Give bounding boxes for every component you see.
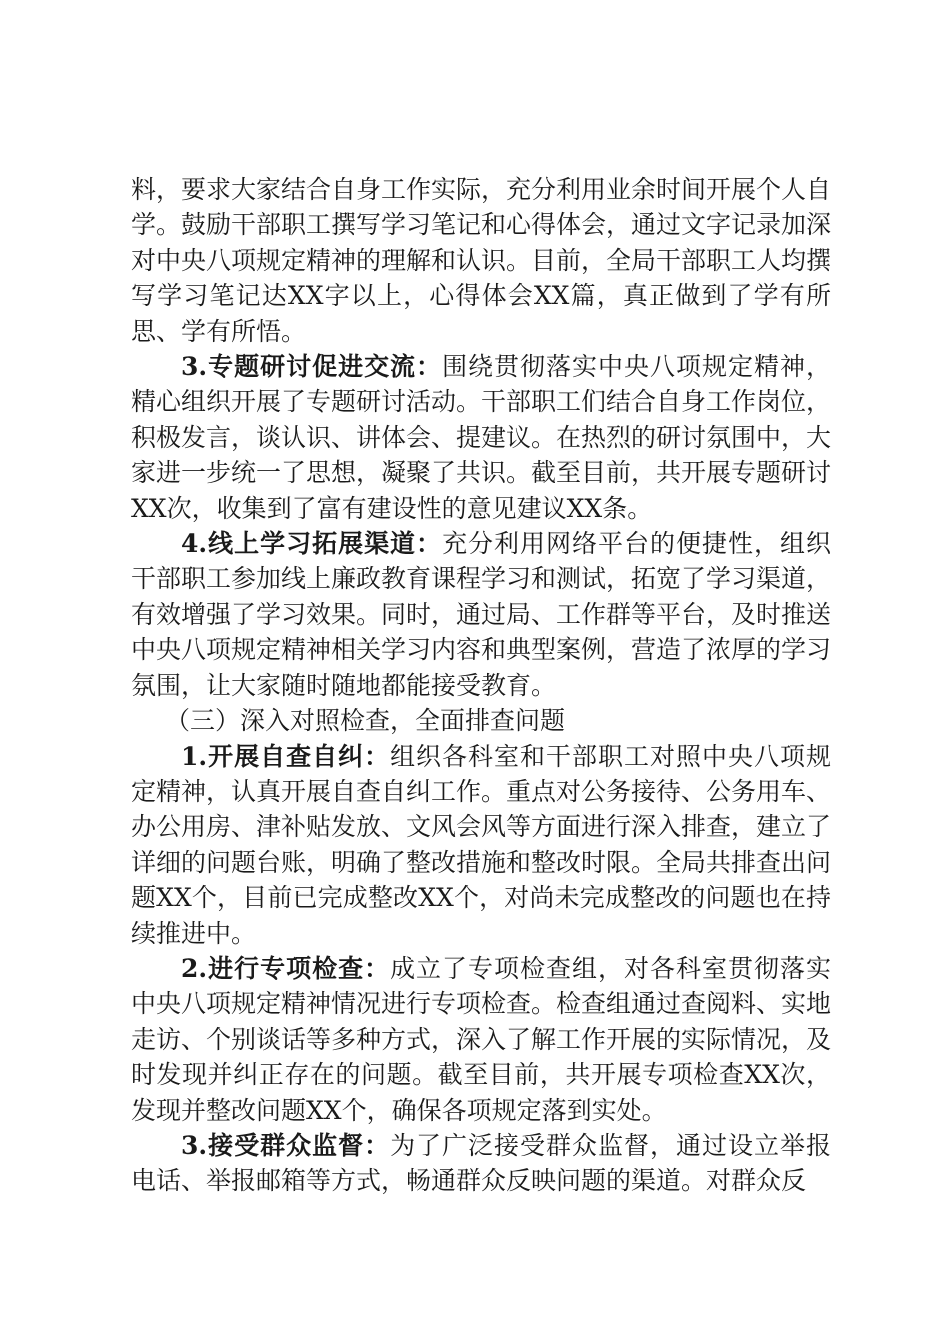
- section-heading: [131, 703, 831, 738]
- paragraph-special-inspection: [131, 951, 831, 1128]
- paragraph-text: 围绕贯彻落实中央八项规定精神，精心组织开展了专题研讨活动。干部职工们结合自身工作岗位，积极发言，谈认识、讲体会、提建议。在热烈的研讨氛围中，大家进一步统一了思想，凝聚了共识。截至目前，共开展专题研讨XX次，收集到了富有建设性的意见建议XX条。: [131, 352, 832, 523]
- paragraph-text: 为了广泛接受群众监督，通过设立举报电话、举报邮箱等方式，畅通群众反映问题的渠道。对群众反: [131, 1130, 831, 1196]
- document-body: [131, 172, 831, 1199]
- paragraph-online-learning: [131, 526, 831, 703]
- paragraph-lead: 4.线上学习拓展渠道：: [181, 529, 443, 559]
- paragraph-lead: 3.接受群众监督：: [181, 1130, 391, 1160]
- paragraph-lead: 2.进行专项检查：: [181, 953, 391, 983]
- paragraph-self-study: [131, 172, 831, 349]
- paragraph-text: 组织各科室和干部职工对照中央八项规定精神，认真开展自查自纠工作。重点对公务接待、公务用车、办公用房、津补贴发放、文风会风等方面进行深入排查，建立了详细的问题台账，明确了整改措施和整改时限。全局共排查出问题XX个，目前已完成整改XX个，对尚未完成整改的问题也在持续推进中。: [131, 741, 832, 948]
- paragraph-text: 料，要求大家结合自身工作实际，充分利用业余时间开展个人自学。鼓励干部职工撰写学习笔记和心得体会，通过文字记录加深对中央八项规定精神的理解和认识。目前，全局干部职工人均撰写学习笔记达XX字以上，心得体会XX篇，真正做到了学有所思、学有所悟。: [131, 175, 832, 346]
- paragraph-self-inspection: [131, 739, 831, 951]
- paragraph-seminar-exchange: [131, 349, 831, 526]
- paragraph-lead: 3.专题研讨促进交流：: [181, 352, 443, 382]
- paragraph-text: 充分利用网络平台的便捷性，组织干部职工参加线上廉政教育课程学习和测试，拓宽了学习渠道，有效增强了学习效果。同时，通过局、工作群等平台，及时推送中央八项规定精神相关学习内容和典型案例，营造了浓厚的学习氛围，让大家随时随地都能接受教育。: [131, 529, 832, 700]
- section-heading-text: （三）深入对照检查，全面排查问题: [165, 706, 566, 736]
- paragraph-public-supervision: [131, 1128, 831, 1199]
- paragraph-lead: 1.开展自查自纠：: [181, 741, 391, 771]
- paragraph-text: 成立了专项检查组，对各科室贯彻落实中央八项规定精神情况进行专项检查。检查组通过查阅料、实地走访、个别谈话等多种方式，深入了解工作开展的实际情况，及时发现并纠正存在的问题。截至目前，共开展专项检查XX次，发现并整改问题XX个，确保各项规定落到实处。: [131, 953, 832, 1125]
